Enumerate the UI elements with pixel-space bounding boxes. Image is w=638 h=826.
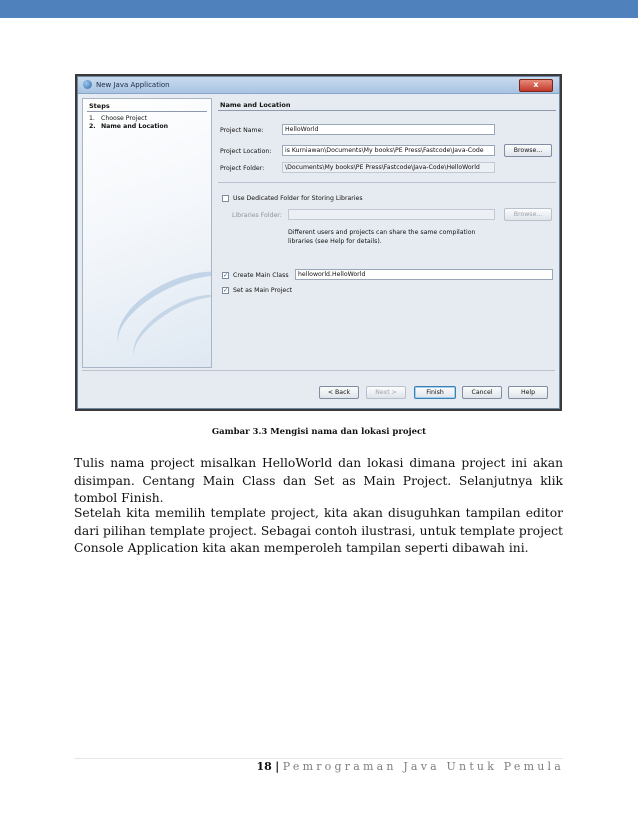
- separator: [218, 182, 556, 183]
- create-main-class-checkbox[interactable]: ✓: [223, 272, 229, 279]
- browse-location-button[interactable]: Browse...: [504, 144, 552, 157]
- steps-heading: Steps: [89, 102, 110, 110]
- set-main-project-checkbox[interactable]: ✓: [223, 287, 229, 294]
- steps-panel: [82, 98, 212, 368]
- back-button[interactable]: < Back: [319, 386, 359, 399]
- figure-caption: Gambar 3.3 Mengisi nama dan lokasi project: [211, 427, 427, 437]
- libraries-note: [288, 229, 488, 246]
- step-name-and-location: Name and Location: [101, 123, 169, 130]
- project-folder-label: Project Folder:: [220, 165, 265, 172]
- dedicated-folder-checkbox[interactable]: [222, 195, 229, 202]
- dedicated-folder-label: Use Dedicated Folder for Storing Libraries: [233, 195, 363, 202]
- create-main-class-label: Create Main Class: [233, 272, 289, 279]
- libraries-folder-label: Libraries Folder:: [232, 212, 282, 219]
- button-bar-divider: [82, 370, 555, 371]
- next-button: Next >: [366, 386, 406, 399]
- close-button[interactable]: x: [519, 79, 553, 92]
- finish-button[interactable]: Finish: [414, 386, 456, 399]
- page-number: 18: [256, 760, 272, 773]
- project-location-input[interactable]: is Kurniawan\Documents\My books\PE Press\Fastcode\Java-Code: [282, 145, 495, 156]
- project-name-input[interactable]: HelloWorld: [282, 124, 495, 135]
- libraries-note-line-1: Different users and projects can share the same compilation: [288, 229, 476, 236]
- project-folder-input: \Documents\My books\PE Press\Fastcode\Java-Code\HelloWorld: [282, 162, 495, 173]
- steps-divider: [87, 111, 207, 112]
- dialog-title: New Java Application: [96, 81, 170, 89]
- section-title: Name and Location: [220, 101, 291, 109]
- book-title: Pemrograman Java Untuk Pemula: [282, 760, 564, 773]
- paragraph-2: Setelah kita memilih template project, kita akan disuguhkan tampilan editor dari pilihan template project. Sebagai contoh ilustrasi, untuk template project Console Application kita akan memperoleh tampilan seperti dibawah ini.: [74, 506, 563, 555]
- libraries-folder-input: [288, 209, 495, 220]
- header-bar: [0, 0, 638, 18]
- project-location-label: Project Location:: [220, 148, 272, 155]
- step-number-1: 1.: [89, 115, 95, 122]
- main-class-input[interactable]: helloworld.HelloWorld: [295, 269, 553, 280]
- footer-separator: |: [275, 760, 280, 773]
- libraries-note-line-2: libraries (see Help for details).: [288, 237, 382, 245]
- section-divider: [218, 110, 556, 111]
- footer-divider: [74, 758, 563, 759]
- set-main-project-label: Set as Main Project: [233, 287, 293, 294]
- paragraph-1: Tulis nama project misalkan HelloWorld dan lokasi dimana project ini akan disimpan. Centang Main Class dan Set as Main Project. Selanjutnya klik tombol Finish.: [74, 456, 563, 505]
- browse-libraries-button: Browse...: [504, 208, 552, 221]
- step-number-2: 2.: [89, 123, 96, 130]
- new-java-application-dialog: [77, 76, 560, 409]
- step-choose-project: Choose Project: [101, 115, 147, 122]
- help-button[interactable]: Help: [508, 386, 548, 399]
- cancel-button[interactable]: Cancel: [462, 386, 502, 399]
- app-icon: [83, 80, 92, 89]
- dialog-screenshot: [75, 74, 562, 411]
- dialog-titlebar: [78, 77, 559, 94]
- project-name-label: Project Name:: [220, 127, 264, 134]
- page-footer: [256, 760, 564, 773]
- name-location-panel: [218, 98, 556, 366]
